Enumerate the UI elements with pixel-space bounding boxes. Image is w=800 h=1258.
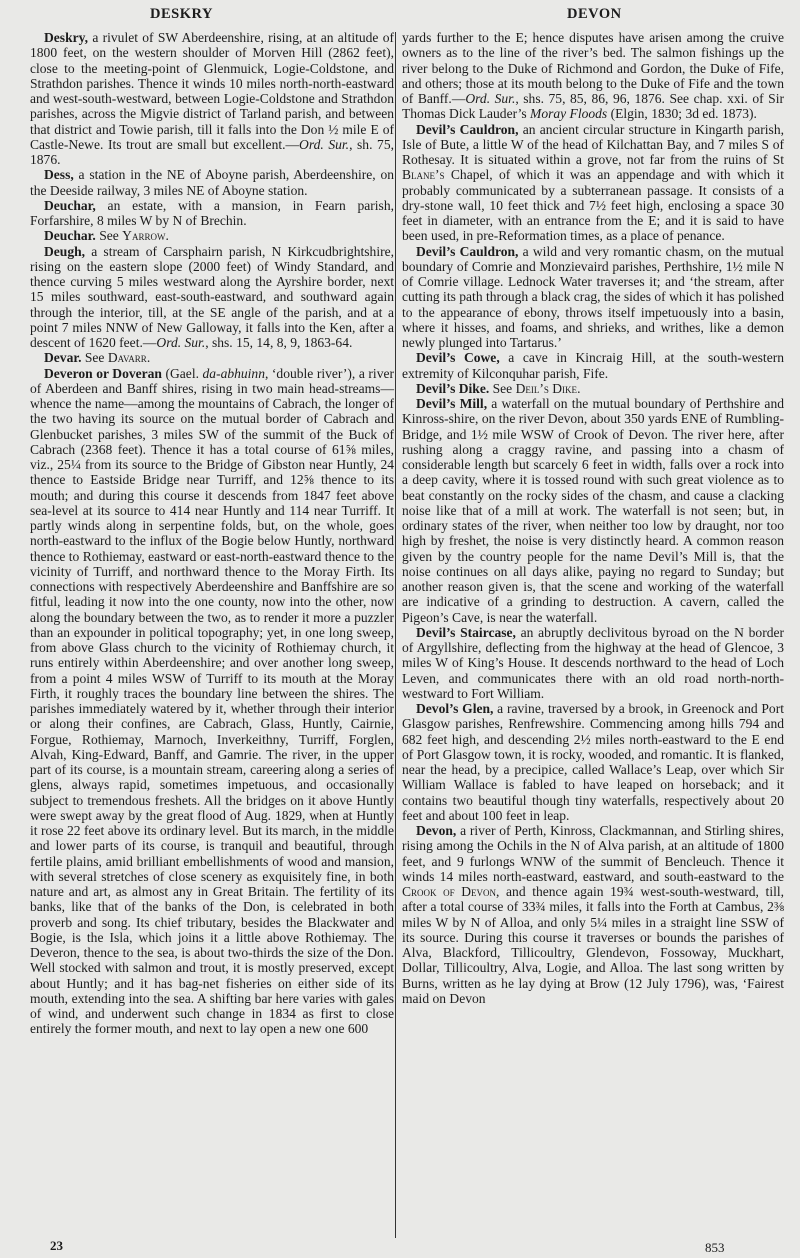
italic-text: Ord. Sur. xyxy=(156,335,206,350)
gazetteer-entry xyxy=(30,244,394,351)
gazetteer-entry xyxy=(402,350,784,381)
entry-headword: Devol’s Glen, xyxy=(416,701,494,716)
cross-reference: Deil’s Dike xyxy=(515,380,578,396)
gazetteer-entry xyxy=(402,396,784,625)
entry-text: a wild and very romantic chasm, on the mutual boundary of Comrie and Monzievaird parishes, Perthshire, 1½ mile N of Comrie village. Lednock Water traverses it; and ‘the stream, after cutting its path through a black crag, the sides of which it has polished to the appearance of ebony, throws itself impetuously into a basin, where it hisses, and foams, and shrieks, and writhes, like a demon newly plunged into Tartarus.’ xyxy=(402,243,784,350)
entry-headword: Devil’s Cowe, xyxy=(416,350,500,366)
left-column xyxy=(30,30,394,1037)
entry-text: . xyxy=(577,380,581,396)
gazetteer-entry xyxy=(30,366,394,1037)
column-divider xyxy=(395,32,396,1238)
entry-text: See xyxy=(95,228,123,244)
entry-text: , ‘double river’), a river of Aberdeen and Banff shires, rising in two main head-streams—whence the name—among the mountains of Cabrach, the longer of the two having its source on the mutual border of Cabrach and Glenbucket parishes, 3 miles SW of the summit of the Buck of Cabrach (2368 feet). Thence it has a total course of 61⅝ miles, viz., 25¼ from its source to the Bridge of Gibston near Huntly, 24 thence to Eastside Bridge near Turriff, and 12⅝ thence to its mouth; and during this course it descends from 1847 feet above sea-level at its source to 414 near Huntly and 114 near Turriff. It partly winds along in serpentine folds, but, on the whole, goes north-eastward to the influx of the Bogie below Huntly, northward thence to Rothiemay, eastward or east-north-eastward thence to the vicinity of Turriff, and northward thence to the Moray Firth. Its connections with respectively Aberdeenshire and Banffshire are so fitful, leading it now into the one county, now into the other, now along the boundary between the two, as to render it more a puzzler than an expounder in political topography; yet, in one long sweep, from above Glass church to the vicinity of Rothiemay church, it runs entirely within Aberdeenshire; and over another long sweep, from a point 4 miles WSW of Turriff to its mouth at the Moray Firth, it roughly traces the boundary line between the shires. The parishes immediately watered by it, whether through their interior or along their confines, are Cabrach, Glass, Huntly, Cairnie, Forgue, Rothiemay, Marnoch, Inverkeithny, Turriff, Forglen, Alvah, King-Edward, Banff, and Gamrie. The river, in the upper part of its course, is a mountain stream, careering along a series of glens, always rapid, sometimes impetuous, and occasionally subject to tremendous freshets. All the bridges on it above Huntly were swept away by the great flood of Aug. 1829, when at Huntly it rose 22 feet above its ordinary level. But its march, in the middle and lower parts of its course, is tranquil and beautiful, through fertile plains, amid brilliant embellishments of wood and mansion, with several stretches of close scenery as exquisitely fine, in both nature and art, as almost any in Great Britain. The fertility of its banks, like that of the banks of the Don, is celebrated in both proverb and song. Its chief tributary, besides the Blackwater and Bogie, is the Isla, which joins it a little above Rothiemay. The Deveron, thence to the sea, is about two-thirds the size of the Don. Well stocked with salmon and trout, it is mostly preserved, except about Huntly; and it has bag-net fisheries on either side of its mouth, extending into the sea. A shifting bar here varies with gales of wind, and underwent such change in 1834 as first to close entirely the former mouth, and next to lay open a new one 600 xyxy=(30,365,394,1037)
entry-text: a waterfall on the mutual boundary of Perthshire and Kinross-shire, on the river Devon, about 350 yards ENE of Rumbling-Bridge, and 1½ mile WSW of Crook of Devon. The river here, after rushing along a craggy ravine, and passing into a chasm of considerable length but scarcely 6 feet in width, falls over a rock into a deep cavity, where it is tossed round with such great violence as to beat constantly on the rocky sides of the chasm, and cause a clacking noise like that of a mill at work. The waterfall is not seen; but, in ordinary states of the river, when neither too low by draught, nor too high by freshet, the noise is very distinctly heard. A common reason given by the country people for the name Devil’s Mill is, that the noise continues on all days alike, paying no regard to Sunday; but another reason given is, that the scene and working of the waterfall are indicative of a grinding to destruction. A cavern, called the Pigeon’s Cave, is near the waterfall. xyxy=(402,396,784,625)
italic-text: Moray Floods xyxy=(530,106,608,122)
gazetteer-entry xyxy=(30,350,394,365)
entry-text: yards further to the E; hence disputes have arisen among the cruive owners as to the line of the river’s bed. The salmon fishings up the river belong to the Duke of Richmond and Gordon, the Duke of Fife, and others; those at its mouth belong to the Duke of Fife and the town of Banff.— xyxy=(402,30,784,106)
entry-text: a ravine, traversed by a brook, in Greenock and Port Glasgow parishes, Renfrewshire. Commencing among hills 794 and 682 feet high, and descending 2½ miles north-eastward to the E end of Port Glasgow town, it is rocky, wooded, and romantic. It is flanked, near the head, by a precipice, called Wallace’s Leap, over which Sir William Wallace is fabled to have leaped on horseback; and it contains two beautiful though tiny waterfalls, respectively about 20 feet and about 100 feet in leap. xyxy=(402,701,784,823)
italic-text: Ord. Sur. xyxy=(465,91,516,106)
right-column xyxy=(402,30,784,1006)
entry-headword: Devil’s Cauldron, xyxy=(416,121,519,137)
italic-text: Ord. Sur. xyxy=(299,136,350,152)
entry-text: a station in the NE of Aboyne parish, Aberdeenshire, on the Deeside railway, 3 miles NE of Aboyne station. xyxy=(30,167,394,198)
entry-text: an ancient circular structure in Kingarth parish, Isle of Bute, a little W of the head of Kilchattan Bay, and 7 miles S of Rothesay. It is situated within a grove, not far from the ruins of St xyxy=(402,121,784,167)
entry-text: a river of Perth, Kinross, Clackmannan, and Stirling shires, rising among the Ochils in the N of Alva parish, at an altitude of 1800 feet, and 9 furlongs WNW of the summit of Bencleuch. Thence it winds 14 miles north-eastward, eastward, and south-eastward to the xyxy=(402,823,784,884)
entry-text: . xyxy=(146,350,151,366)
entry-headword: Devil’s Mill, xyxy=(416,396,488,411)
gazetteer-entry xyxy=(402,701,784,823)
entry-text: a rivulet of SW Aberdeenshire, rising, at an altitude of 1800 feet, on the western shoulder of Morven Hill (2862 feet), close to the meeting-point of Glenmuick, Logie-Coldstone, and Strathdon parishes. Thence it winds 10 miles north-north-eastward and west-south-westward, between Logie-Coldstone and Strathdon parishes, across the Migvie district of Tarland parish, and between that district and Towie parish, till it falls into the Don ½ mile E of Castle-Newe. Its trout are small but excellent.— xyxy=(30,30,394,152)
entry-text: , and thence again 19¾ west-south-westward, till, after a total course of 33¾ miles, it falls into the Forth at Cambus, 2⅜ miles W by N of Alloa, and only 5¼ miles in a straight line SSW of its source. During this course it traverses or bounds the parishes of Alva, Blackford, Tillicoultry, Glendevon, Fossoway, Muckhart, Dollar, Tillicoultry, Alva, Logie, and Alloa. The last song written by Burns, written as he lay dying at Brow (12 July 1796), was, ‘Fairest maid on Devon xyxy=(402,884,784,1006)
page-number-right: 853 xyxy=(705,1240,725,1255)
entry-text: an abruptly declivitous byroad on the N border of Argyllshire, deflecting from the highway at the head of Glencoe, 3 miles W of King’s House. It descends northward to the head of Loch Leven, and communicates there with an old road north-north-westward to Fort William. xyxy=(402,624,784,701)
entry-headword: Devon, xyxy=(416,823,457,838)
entry-text: . xyxy=(165,228,169,244)
gazetteer-entry xyxy=(30,30,394,167)
entry-text: an estate, with a mansion, in Fearn parish, Forfarshire, 8 miles W by N of Brechin. xyxy=(30,197,394,228)
italic-text: da-abhuinn xyxy=(202,365,265,381)
gazetteer-entry xyxy=(402,625,784,701)
gazetteer-entry xyxy=(402,122,784,244)
cross-reference: Davarr xyxy=(107,350,147,366)
entry-headword: Devil’s Staircase, xyxy=(416,624,516,640)
gazetteer-entry xyxy=(30,228,394,243)
entry-headword: Devil’s Dike. xyxy=(416,380,490,396)
cross-reference: Yarrow xyxy=(122,228,166,244)
gazetteer-entry xyxy=(402,823,784,1006)
entry-text: a stream of Carsphairn parish, N Kirkcudbrightshire, rising on the eastern slope (2000 feet) of Windy Standard, and thence curving 5 miles westward along the Ayrshire border, next 15 miles southward, east-south-eastward, and southward again through the interior, till, at the SE angle of the parish, and at a point 7 miles NNW of New Galloway, it falls into the Ken, after a descent of 1620 feet.— xyxy=(30,243,394,350)
cross-reference: Blane’s xyxy=(402,167,445,183)
entry-headword: Deskry, xyxy=(44,30,89,45)
entry-text: (Gael. xyxy=(161,365,203,381)
gazetteer-entry xyxy=(402,381,784,396)
entry-text: , shs. 75, 85, 86, 96, 1876. See chap. xxi. of Sir Thomas Dick Lauder’s xyxy=(402,91,784,122)
entry-headword: Deugh, xyxy=(44,243,86,259)
gazetteer-entry xyxy=(30,198,394,229)
entry-text: (Elgin, 1830; 3d ed. 1873). xyxy=(607,106,757,122)
page-number-left: 23 xyxy=(50,1238,63,1253)
running-head-left: DESKRY xyxy=(150,6,213,22)
entry-headword: Dess, xyxy=(44,167,74,183)
gazetteer-entry xyxy=(30,167,394,198)
entry-text: See xyxy=(81,350,108,366)
entry-headword: Deuchar. xyxy=(44,228,96,244)
gazetteer-entry xyxy=(402,244,784,351)
running-head-right: DEVON xyxy=(567,6,622,22)
entry-text: See xyxy=(489,380,516,396)
entry-text: , shs. 15, 14, 8, 9, 1863-64. xyxy=(205,335,353,350)
gazetteer-entry xyxy=(402,30,784,122)
entry-text: Chapel, of which it was an appendage and with which it probably communicated by a subterranean passage. It consists of a dry-stone wall, 10 feet thick and 7½ feet high, enclosing a space 30 feet in diameter, with an entrance from the E; and it is said to have been used, in pre-Reformation times, as a place of penance. xyxy=(402,167,784,244)
entry-text: a cave in Kincraig Hill, at the south-western extremity of Kilconquhar parish, Fife. xyxy=(402,350,784,381)
entry-headword: Devil’s Cauldron, xyxy=(416,243,519,259)
cross-reference: Crook of Devon xyxy=(402,884,497,899)
entry-headword: Deuchar, xyxy=(44,197,96,213)
entry-headword: Devar. xyxy=(44,350,82,366)
entry-headword: Deveron or Doveran xyxy=(44,365,162,381)
entry-text: , sh. 75, 1876. xyxy=(30,136,394,167)
